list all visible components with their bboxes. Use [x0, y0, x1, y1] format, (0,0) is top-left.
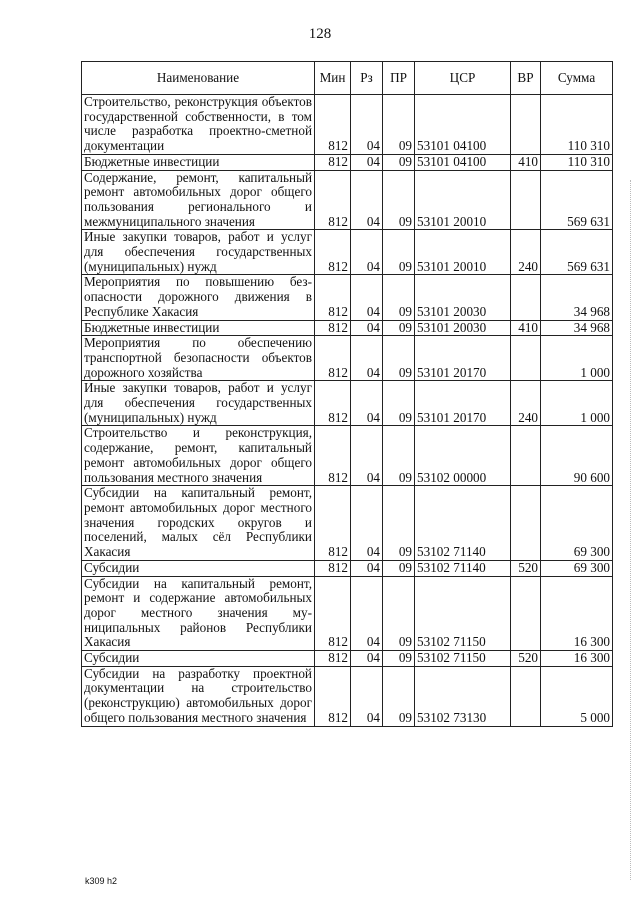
- cell-name: Строительство и реконструкция, содержание, ремонт, капитальный ремонт автомобильных дорог общего пользования местного значения: [82, 426, 315, 486]
- cell-vr: 410: [511, 154, 541, 170]
- cell-csr: 53101 20170: [415, 336, 511, 381]
- cell-csr: 53101 20030: [415, 275, 511, 320]
- header-pr: ПР: [383, 62, 415, 95]
- page-number: 128: [308, 26, 332, 42]
- table-row: [82, 576, 613, 651]
- cell-vr: [511, 336, 541, 381]
- header-rz: Рз: [351, 62, 383, 95]
- cell-sum: 90 600: [541, 426, 613, 486]
- table-row: [82, 381, 613, 426]
- cell-min: 812: [315, 486, 351, 561]
- cell-pr: 09: [383, 381, 415, 426]
- table-row: [82, 426, 613, 486]
- cell-pr: 09: [383, 560, 415, 576]
- cell-pr: 09: [383, 320, 415, 336]
- cell-csr: 53102 71150: [415, 576, 511, 651]
- cell-rz: 04: [351, 486, 383, 561]
- budget-table: [81, 61, 613, 727]
- table-row: [82, 336, 613, 381]
- cell-name: Субсидии на капитальный ремонт, ремонт и содержание автомобильных дорог местного значения муниципальных районов Республики Хакасия: [82, 576, 315, 651]
- cell-rz: 04: [351, 336, 383, 381]
- header-vr: ВР: [511, 62, 541, 95]
- cell-vr: 240: [511, 230, 541, 275]
- cell-csr: 53102 00000: [415, 426, 511, 486]
- cell-pr: 09: [383, 230, 415, 275]
- cell-min: 812: [315, 651, 351, 667]
- cell-csr: 53101 20170: [415, 381, 511, 426]
- table-body: [82, 95, 613, 727]
- cell-sum: 569 631: [541, 230, 613, 275]
- cell-min: 812: [315, 230, 351, 275]
- cell-min: 812: [315, 170, 351, 230]
- cell-name: Строительство, реконструкция объектов государственной собственности, в том числе разработка проектно-сметной документации: [82, 95, 315, 155]
- cell-min: 812: [315, 95, 351, 155]
- cell-sum: 16 300: [541, 651, 613, 667]
- cell-name: Субсидии на капитальный ремонт, ремонт автомобильных дорог местного значения городских округов и поселений, малых сёл Республики Хакасия: [82, 486, 315, 561]
- cell-name: Бюджетные инвестиции: [82, 154, 315, 170]
- cell-sum: 110 310: [541, 154, 613, 170]
- cell-rz: 04: [351, 560, 383, 576]
- cell-min: 812: [315, 275, 351, 320]
- cell-csr: 53102 71140: [415, 486, 511, 561]
- cell-vr: [511, 576, 541, 651]
- cell-name: Иные закупки товаров, работ и услуг для обеспечения государственных (муниципальных) нужд: [82, 381, 315, 426]
- cell-vr: [511, 95, 541, 155]
- header-sum: Сумма: [541, 62, 613, 95]
- cell-rz: 04: [351, 275, 383, 320]
- cell-pr: 09: [383, 336, 415, 381]
- cell-sum: 69 300: [541, 486, 613, 561]
- cell-rz: 04: [351, 154, 383, 170]
- cell-vr: [511, 486, 541, 561]
- cell-pr: 09: [383, 666, 415, 726]
- cell-sum: 5 000: [541, 666, 613, 726]
- table-row: [82, 170, 613, 230]
- table-row: [82, 320, 613, 336]
- table-row: [82, 154, 613, 170]
- cell-vr: 410: [511, 320, 541, 336]
- header-name: Наименование: [82, 62, 315, 95]
- header-row: [82, 62, 613, 95]
- cell-csr: 53101 04100: [415, 95, 511, 155]
- cell-rz: 04: [351, 95, 383, 155]
- cell-csr: 53101 20010: [415, 230, 511, 275]
- table-row: [82, 486, 613, 561]
- cell-pr: 09: [383, 275, 415, 320]
- cell-name: Субсидии: [82, 560, 315, 576]
- table-header: [82, 62, 613, 95]
- cell-min: 812: [315, 576, 351, 651]
- cell-rz: 04: [351, 170, 383, 230]
- cell-rz: 04: [351, 230, 383, 275]
- footer-code: k309 h2: [85, 876, 118, 886]
- cell-name: Субсидии: [82, 651, 315, 667]
- cell-min: 812: [315, 381, 351, 426]
- cell-rz: 04: [351, 651, 383, 667]
- cell-sum: 16 300: [541, 576, 613, 651]
- cell-pr: 09: [383, 486, 415, 561]
- cell-csr: 53101 20030: [415, 320, 511, 336]
- cell-name: Содержание, ремонт, капитальный ремонт автомобильных дорог общего пользования регионального и межмуниципального значения: [82, 170, 315, 230]
- cell-pr: 09: [383, 651, 415, 667]
- cell-pr: 09: [383, 576, 415, 651]
- cell-sum: 110 310: [541, 95, 613, 155]
- cell-pr: 09: [383, 170, 415, 230]
- cell-vr: 240: [511, 381, 541, 426]
- table-row: [82, 651, 613, 667]
- cell-vr: 520: [511, 560, 541, 576]
- cell-pr: 09: [383, 95, 415, 155]
- cell-min: 812: [315, 320, 351, 336]
- cell-min: 812: [315, 560, 351, 576]
- cell-rz: 04: [351, 320, 383, 336]
- cell-csr: 53102 71140: [415, 560, 511, 576]
- scan-margin-line: [630, 180, 632, 880]
- cell-csr: 53101 20010: [415, 170, 511, 230]
- table-row: [82, 275, 613, 320]
- table-row: [82, 95, 613, 155]
- cell-name: Мероприятия по обеспечению транспортной безопасности объектов дорожного хозяйства: [82, 336, 315, 381]
- cell-sum: 569 631: [541, 170, 613, 230]
- cell-vr: [511, 170, 541, 230]
- cell-rz: 04: [351, 666, 383, 726]
- cell-csr: 53102 71150: [415, 651, 511, 667]
- cell-min: 812: [315, 426, 351, 486]
- cell-sum: 34 968: [541, 320, 613, 336]
- cell-vr: 520: [511, 651, 541, 667]
- cell-min: 812: [315, 666, 351, 726]
- header-min: Мин: [315, 62, 351, 95]
- cell-sum: 1 000: [541, 381, 613, 426]
- table-row: [82, 230, 613, 275]
- cell-name: Мероприятия по повышению безопасности дорожного движения в Республике Хакасия: [82, 275, 315, 320]
- cell-min: 812: [315, 154, 351, 170]
- cell-min: 812: [315, 336, 351, 381]
- cell-name: Субсидии на разработку проектной документации на строительство (реконструкцию) автомобильных дорог общего пользования местного значения: [82, 666, 315, 726]
- cell-rz: 04: [351, 576, 383, 651]
- cell-vr: [511, 426, 541, 486]
- cell-csr: 53101 04100: [415, 154, 511, 170]
- cell-vr: [511, 666, 541, 726]
- table-row: [82, 666, 613, 726]
- cell-pr: 09: [383, 154, 415, 170]
- table-row: [82, 560, 613, 576]
- cell-vr: [511, 275, 541, 320]
- cell-rz: 04: [351, 381, 383, 426]
- cell-name: Бюджетные инвестиции: [82, 320, 315, 336]
- cell-pr: 09: [383, 426, 415, 486]
- cell-rz: 04: [351, 426, 383, 486]
- cell-name: Иные закупки товаров, работ и услуг для обеспечения государственных (муниципальных) нужд: [82, 230, 315, 275]
- cell-sum: 1 000: [541, 336, 613, 381]
- cell-csr: 53102 73130: [415, 666, 511, 726]
- header-csr: ЦСР: [415, 62, 511, 95]
- cell-sum: 69 300: [541, 560, 613, 576]
- cell-sum: 34 968: [541, 275, 613, 320]
